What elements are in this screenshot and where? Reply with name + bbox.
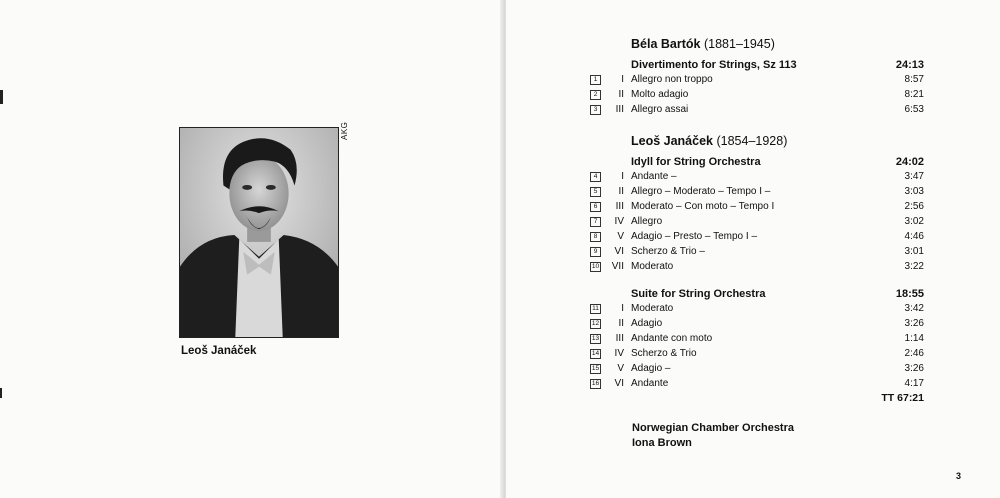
- movement-numeral: II: [618, 318, 624, 329]
- track-duration: 4:17: [904, 378, 924, 389]
- movement-title: Adagio – Presto – Tempo I –: [631, 231, 758, 242]
- track-duration: 2:46: [904, 348, 924, 359]
- track-duration: 6:53: [904, 104, 924, 115]
- performer-orchestra: Norwegian Chamber Orchestra: [632, 422, 794, 434]
- movement-numeral: VI: [614, 246, 624, 257]
- track-duration: 3:03: [904, 186, 924, 197]
- track-duration: 3:47: [904, 171, 924, 182]
- movement-title: Allegro – Moderato – Tempo I –: [631, 186, 771, 197]
- track-duration: 3:01: [904, 246, 924, 257]
- track-number: 14: [591, 350, 600, 357]
- movement-numeral: III: [615, 333, 624, 344]
- total-time: TT 67:21: [881, 392, 924, 404]
- track-row: [590, 216, 924, 230]
- work-title-suite: Suite for String Orchestra: [631, 288, 766, 300]
- track-number: 3: [590, 105, 601, 115]
- track-number: 16: [591, 380, 600, 387]
- track-duration: 3:42: [904, 303, 924, 314]
- track-number: 9: [590, 247, 601, 257]
- work-title-idyll: Idyll for String Orchestra: [631, 156, 761, 168]
- movement-title: Scherzo & Trio –: [631, 246, 705, 257]
- track-number: 1: [590, 75, 601, 85]
- track-number: 4: [590, 172, 601, 182]
- movement-numeral: VI: [614, 378, 624, 389]
- track-number: 11: [590, 304, 601, 314]
- track-row: [590, 186, 924, 200]
- track-number: 15: [591, 365, 600, 372]
- track-row: [590, 231, 924, 245]
- movement-title: Moderato: [631, 303, 674, 314]
- track-number: 12: [591, 320, 600, 327]
- movement-numeral: VII: [611, 261, 624, 272]
- track-number: 10: [591, 263, 600, 270]
- track-number: 5: [590, 187, 601, 197]
- movement-numeral: II: [618, 89, 624, 100]
- photo-credit: AKG: [340, 121, 349, 140]
- page-number: 3: [956, 471, 962, 481]
- photo-caption: Leoš Janáček: [181, 345, 257, 357]
- track-row: [590, 171, 924, 185]
- work-time-idyll: 24:02: [895, 156, 924, 168]
- track-row: [590, 246, 924, 260]
- portrait-photo: [179, 127, 339, 338]
- movement-title: Andante –: [631, 171, 677, 182]
- movement-title: Allegro assai: [631, 104, 689, 115]
- movement-title: Andante con moto: [631, 333, 713, 344]
- track-number: 6: [590, 202, 601, 212]
- work-time-suite: 18:55: [895, 288, 924, 300]
- track-row: [590, 363, 924, 377]
- movement-numeral: IV: [614, 216, 624, 227]
- track-duration: 3:02: [904, 216, 924, 227]
- track-duration: 1:14: [904, 333, 924, 344]
- track-number: 13: [591, 335, 600, 342]
- movement-numeral: IV: [614, 348, 624, 359]
- movement-title: Andante: [631, 378, 669, 389]
- movement-numeral: I: [621, 74, 624, 85]
- composer-dates: (1854–1928): [716, 134, 788, 148]
- track-row: [590, 378, 924, 392]
- composer-name: Leoš Janáček: [631, 134, 713, 148]
- track-row: [590, 104, 924, 118]
- portrait-image: [180, 128, 338, 337]
- movement-numeral: I: [621, 171, 624, 182]
- composer-dates: (1881–1945): [703, 37, 775, 51]
- track-row: [590, 303, 924, 317]
- composer-heading-janacek: [631, 134, 787, 148]
- movement-numeral: III: [615, 201, 624, 212]
- edge-mark: [0, 388, 2, 398]
- movement-numeral: I: [621, 303, 624, 314]
- track-row: [590, 261, 924, 275]
- track-duration: 3:26: [904, 318, 924, 329]
- track-number: 8: [590, 232, 601, 242]
- track-row: [590, 333, 924, 347]
- track-row: [590, 348, 924, 362]
- movement-title: Scherzo & Trio: [631, 348, 697, 359]
- movement-title: Adagio: [631, 318, 663, 329]
- track-row: [590, 201, 924, 215]
- movement-numeral: III: [615, 104, 624, 115]
- composer-heading-bartok: [631, 37, 775, 51]
- movement-title: Moderato: [631, 261, 674, 272]
- track-duration: 8:57: [904, 74, 924, 85]
- edge-mark: [0, 90, 3, 104]
- composer-name: Béla Bartók: [631, 37, 701, 51]
- movement-title: Adagio –: [631, 363, 671, 374]
- track-row: [590, 318, 924, 332]
- movement-title: Moderato – Con moto – Tempo I: [631, 201, 775, 212]
- track-duration: 3:22: [904, 261, 924, 272]
- movement-numeral: V: [617, 231, 624, 242]
- work-time-divertimento: 24:13: [895, 59, 924, 71]
- movement-numeral: II: [618, 186, 624, 197]
- performer-conductor: Iona Brown: [632, 437, 692, 449]
- track-row: [590, 74, 924, 88]
- work-title-divertimento: Divertimento for Strings, Sz 113: [631, 59, 797, 71]
- track-number: 2: [590, 90, 601, 100]
- movement-title: Allegro non troppo: [631, 74, 713, 85]
- movement-title: Molto adagio: [631, 89, 689, 100]
- track-duration: 3:26: [904, 363, 924, 374]
- track-duration: 2:56: [904, 201, 924, 212]
- track-duration: 4:46: [904, 231, 924, 242]
- track-number: 7: [590, 217, 601, 227]
- track-duration: 8:21: [904, 89, 924, 100]
- movement-numeral: V: [617, 363, 624, 374]
- track-row: [590, 89, 924, 103]
- movement-title: Allegro: [631, 216, 663, 227]
